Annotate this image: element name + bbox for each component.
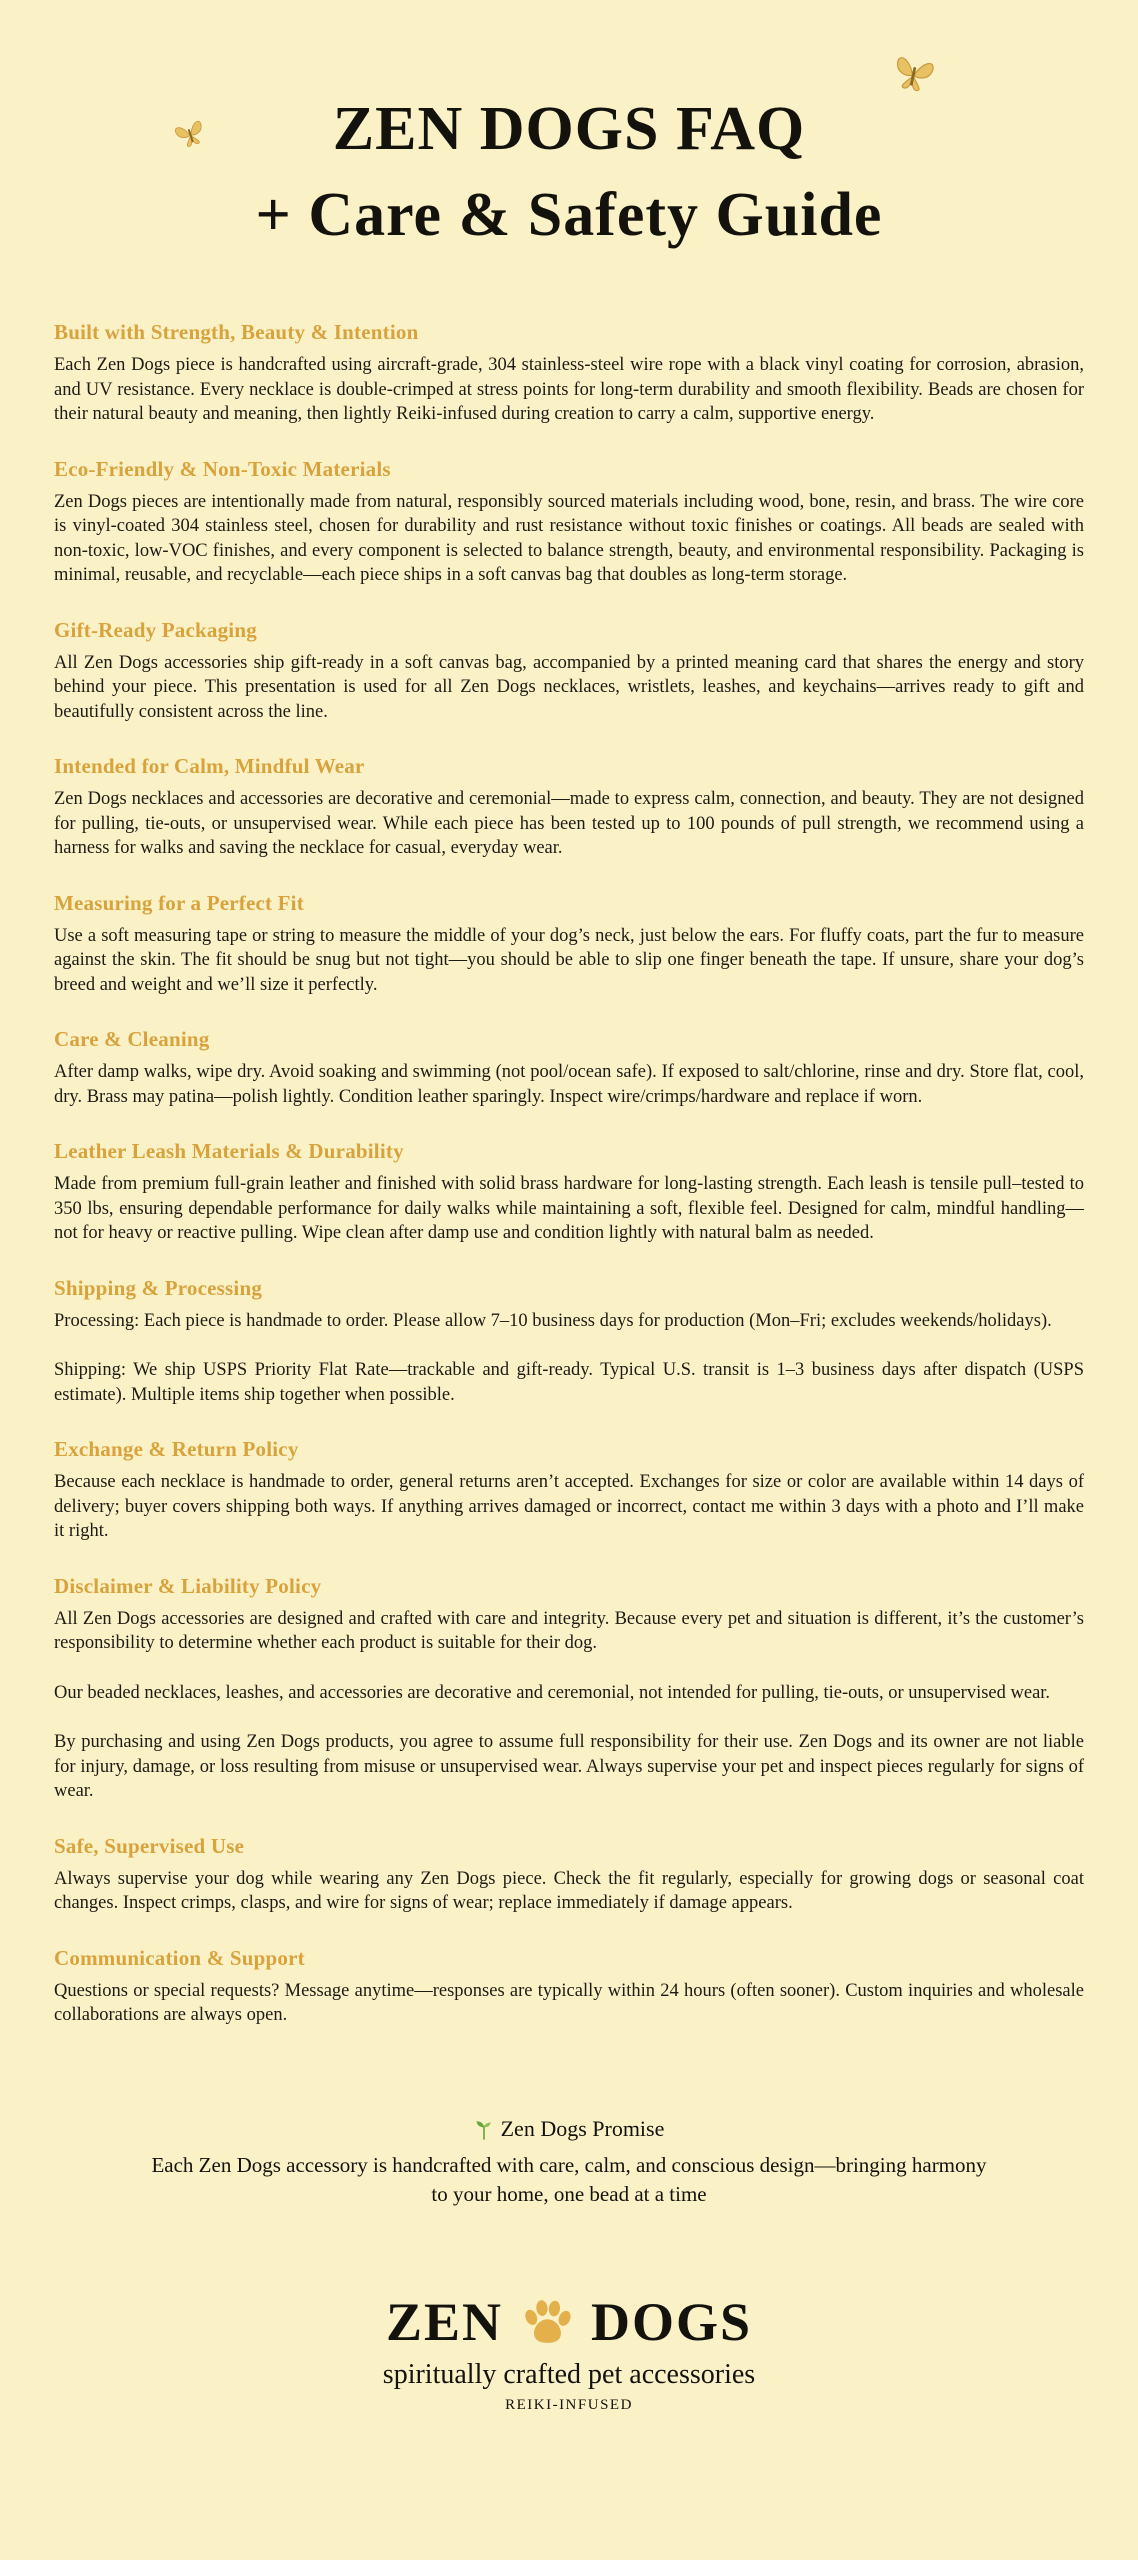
section-body	[54, 651, 1084, 725]
section-heading: Communication & Support	[54, 1945, 305, 1970]
faq-section	[54, 1832, 1084, 1916]
brand-logo	[54, 2293, 1084, 2351]
faq-section	[54, 1572, 1084, 1804]
faq-section	[54, 1025, 1084, 1109]
sprout-icon	[474, 2118, 494, 2140]
section-body	[54, 1607, 1084, 1804]
document-header	[54, 86, 1084, 258]
section-paragraph: Shipping: We ship USPS Priority Flat Rate—trackable and gift-ready. Typical U.S. transit is 1–3 business days after dispatch (USPS estimate). Multiple items ship together when possible.	[54, 1360, 1084, 1405]
section-heading: Gift-Ready Packaging	[54, 617, 257, 642]
section-paragraph: Processing: Each piece is handmade to order. Please allow 7–10 business days for production (Mon–Fri; excludes weekends/holidays).	[54, 1310, 1052, 1331]
faq-section	[54, 752, 1084, 861]
page-title	[54, 86, 1084, 258]
faq-sections	[54, 318, 1084, 2028]
section-body	[54, 1867, 1084, 1916]
section-paragraph: Zen Dogs pieces are intentionally made from natural, responsibly sourced materials including wood, bone, resin, and brass. The wire core is vinyl-coated 304 stainless steel, chosen for durability and rust resistance without toxic finishes or coatings. All beads are sealed with non-toxic, low-VOC finishes, and every component is selected to balance strength, beauty, and environmental responsibility. Packaging is minimal, reusable, and recyclable—each piece ships in a soft canvas bag that doubles as long-term storage.	[54, 491, 1084, 585]
section-heading: Exchange & Return Policy	[54, 1437, 299, 1461]
section-body	[54, 924, 1084, 998]
section-body	[54, 1060, 1084, 1109]
brand-tagline: spiritually crafted pet accessories	[382, 2358, 756, 2390]
section-heading: Disclaimer & Liability Policy	[54, 1573, 322, 1598]
section-heading: Built with Strength, Beauty & Intention	[54, 320, 419, 344]
section-body	[54, 787, 1084, 861]
page-title-line1: ZEN DOGS FAQ	[332, 95, 806, 163]
section-paragraph: Always supervise your dog while wearing any Zen Dogs piece. Check the fit regularly, especially for growing dogs or seasonal coat changes. Inspect crimps, clasps, and wire for signs of wear; replace immediately if damage appears.	[54, 1868, 1084, 1913]
section-paragraph: Our beaded necklaces, leashes, and accessories are decorative and ceremonial, not intended for pulling, tie-outs, or unsupervised wear.	[54, 1682, 1051, 1703]
paw-icon	[519, 2297, 575, 2347]
faq-section	[54, 1944, 1084, 2028]
section-paragraph: Use a soft measuring tape or string to measure the middle of your dog’s neck, just below the ears. For fluffy coats, part the fur to measure against the skin. The fit should be snug but not tight—you should be able to slip one finger beneath the tape. If unsure, share your dog’s breed and weight and we’ll size it perfectly.	[54, 925, 1084, 995]
section-body	[54, 1470, 1084, 1544]
section-heading: Shipping & Processing	[54, 1275, 263, 1300]
faq-section	[54, 1274, 1084, 1408]
faq-section	[54, 889, 1084, 998]
section-heading: Leather Leash Materials & Durability	[54, 1139, 404, 1163]
section-heading: Care & Cleaning	[54, 1027, 210, 1051]
section-heading: Intended for Calm, Mindful Wear	[54, 754, 365, 778]
faq-section	[54, 1137, 1084, 1246]
faq-section	[54, 616, 1084, 725]
faq-section	[54, 318, 1084, 427]
brand-sub-tagline: REIKI-INFUSED	[505, 2396, 633, 2413]
section-paragraph: Each Zen Dogs piece is handcrafted using aircraft-grade, 304 stainless-steel wire rope with a black vinyl coating for corrosion, abrasion, and UV resistance. Every necklace is double-crimped at stress points for long-term durability and smooth flexibility. Beads are chosen for their natural beauty and meaning, then lightly Reiki-infused during creation to carry a calm, supportive energy.	[54, 355, 1084, 424]
faq-section	[54, 1435, 1084, 1544]
section-paragraph: Zen Dogs necklaces and accessories are decorative and ceremonial—made to express calm, connection, and beauty. They are not designed for pulling, tie-outs, or unsupervised wear. While each piece has been tested up to 100 pounds of pull strength, we recommend using a harness for walks and saving the necklace for casual, everyday wear.	[54, 789, 1084, 858]
brand-word-zen: ZEN	[385, 2291, 503, 2352]
section-body	[54, 353, 1084, 427]
promise-heading-text: Zen Dogs Promise	[500, 2115, 665, 2141]
section-paragraph: Made from premium full-grain leather and finished with solid brass hardware for long-lasting strength. Each leash is tensile pull–tested to 350 lbs, ensuring dependable performance for daily walks while maintaining a soft, flexible feel. Designed for calm, mindful handling—not for heavy or reactive pulling. Wipe clean after damp use and condition lightly with natural balm as needed.	[54, 1174, 1084, 1243]
section-heading: Safe, Supervised Use	[54, 1833, 245, 1858]
brand-footer	[54, 2293, 1084, 2414]
section-paragraph: All Zen Dogs accessories are designed and crafted with care and integrity. Because every pet and situation is different, it’s the customer’s responsibility to determine whether each product is suitable for their dog.	[54, 1608, 1084, 1653]
promise-body: Each Zen Dogs accessory is handcrafted with care, calm, and conscious design—bringing harmony to your home, one bead at a time	[151, 2152, 987, 2206]
section-body	[54, 1172, 1084, 1246]
faq-section	[54, 455, 1084, 588]
section-paragraph: Questions or special requests? Message anytime—responses are typically within 24 hours (often sooner). Custom inquiries and wholesale collaborations are always open.	[54, 1980, 1084, 2025]
section-heading: Eco-Friendly & Non-Toxic Materials	[54, 456, 391, 481]
section-heading: Measuring for a Perfect Fit	[54, 890, 304, 915]
section-paragraph: Because each necklace is handmade to order, general returns aren’t accepted. Exchanges for size or color are available within 14 days of delivery; buyer covers shipping both ways. If anything arrives damaged or incorrect, contact me within 3 days with a photo and I’ll make it right.	[54, 1472, 1084, 1541]
section-body	[54, 1309, 1084, 1408]
section-paragraph: After damp walks, wipe dry. Avoid soaking and swimming (not pool/ocean safe). If exposed to salt/chlorine, rinse and dry. Store flat, cool, dry. Brass may patina—polish lightly. Condition leather sparingly. Inspect wire/crimps/hardware and replace if worn.	[54, 1062, 1084, 1107]
section-paragraph: All Zen Dogs accessories ship gift-ready in a soft canvas bag, accompanied by a printed meaning card that shares the energy and story behind your piece. This presentation is used for all Zen Dogs necklaces, wristlets, leashes, and keychains—arrives ready to gift and beautifully consistent across the line.	[54, 652, 1084, 722]
page-title-line2: + Care & Safety Guide	[255, 181, 883, 249]
brand-word-dogs: DOGS	[591, 2291, 753, 2352]
section-body	[54, 490, 1084, 588]
zen-dogs-promise	[54, 2114, 1084, 2209]
promise-heading	[474, 2114, 665, 2144]
section-body	[54, 1979, 1084, 2028]
section-paragraph: By purchasing and using Zen Dogs products, you agree to assume full responsibility for their use. Zen Dogs and its owner are not liable for injury, damage, or loss resulting from misuse or unsupervised wear. Always supervise your pet and inspect pieces regularly for signs of wear.	[54, 1732, 1084, 1801]
